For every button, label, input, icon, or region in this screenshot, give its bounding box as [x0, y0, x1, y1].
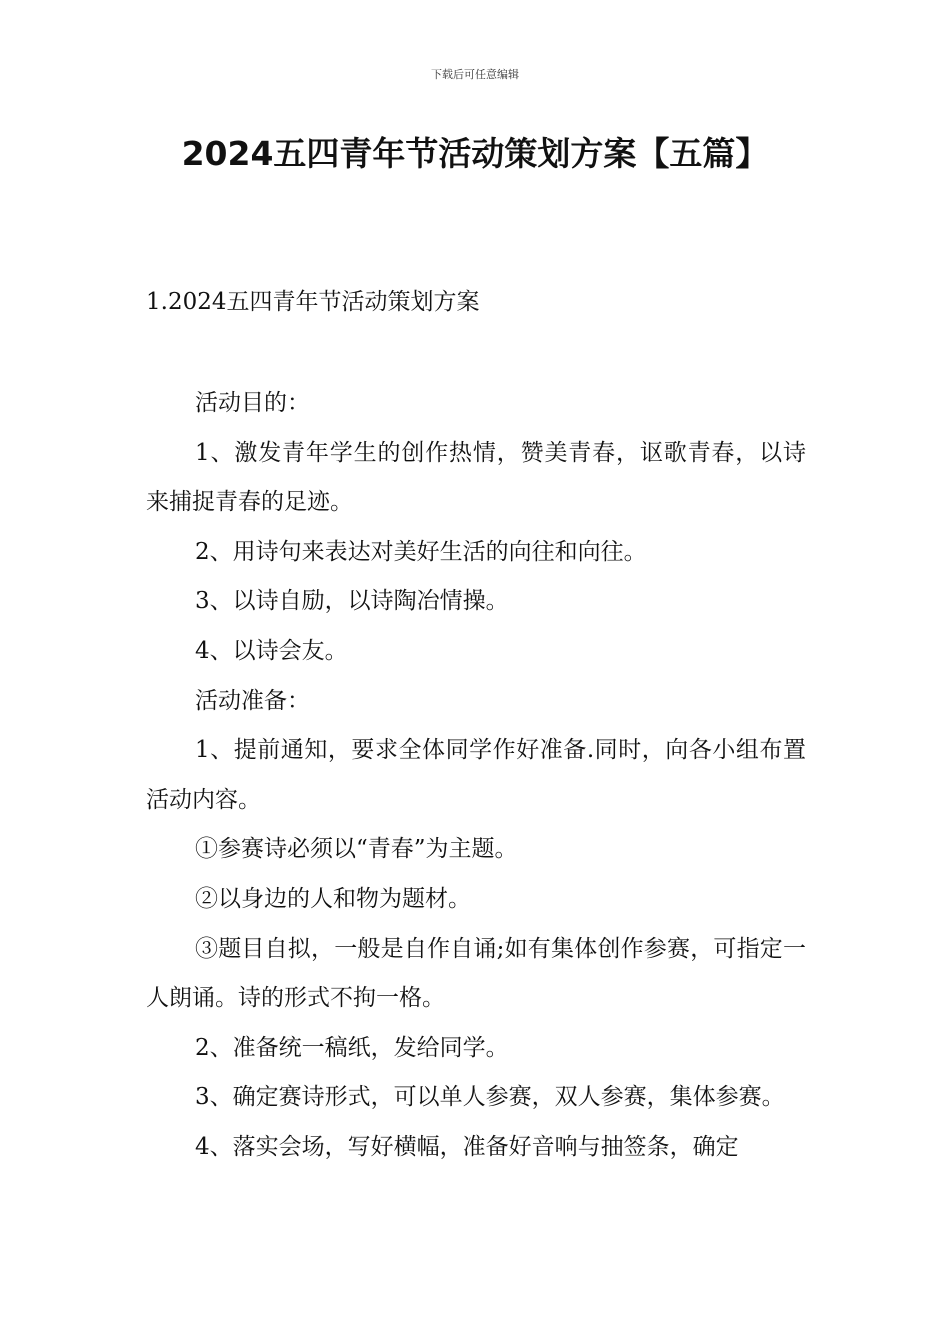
paragraph-purpose-1: 1、激发青年学生的创作热情，赞美青春，讴歌青春，以诗来捕捉青春的足迹。 [146, 439, 806, 516]
paragraph-prep-1-sub-1: ①参赛诗必须以“青春”为主题。 [195, 836, 518, 863]
document-title: 2024五四青年节活动策划方案【五篇】 [181, 134, 769, 173]
document-body [146, 379, 806, 1173]
paragraph-purpose-3: 3、以诗自励，以诗陶冶情操。 [195, 588, 509, 615]
paragraph-purpose-2: 2、用诗句来表达对美好生活的向往和向往。 [195, 538, 647, 565]
paragraph-prep-4: 4、落实会场，写好横幅，准备好音响与抽签条，确定 [195, 1133, 739, 1160]
paragraph-prep-1: 1、提前通知，要求全体同学作好准备.同时，向各小组布置活动内容。 [146, 737, 806, 813]
paragraph-prep-1-sub-2: ②以身边的人和物为题材。 [195, 885, 471, 912]
paragraph-prep-2: 2、准备统一稿纸，发给同学。 [195, 1034, 509, 1061]
paragraph-prep-3: 3、确定赛诗形式，可以单人参赛，双人参赛，集体参赛。 [195, 1084, 785, 1111]
paragraph-prep-1-sub-3: ③题目自拟，一般是自作自诵;如有集体创作参赛，可指定一人朗诵。诗的形式不拘一格。 [146, 935, 806, 1012]
paragraph-activity-purpose-heading: 活动目的： [195, 390, 310, 416]
section-heading: 1.2024五四青年节活动策划方案 [146, 289, 480, 315]
paragraph-activity-prep-heading: 活动准备： [195, 687, 310, 714]
header-note: 下载后可任意编辑 [431, 68, 519, 81]
paragraph-purpose-4: 4、以诗会友。 [195, 637, 348, 664]
